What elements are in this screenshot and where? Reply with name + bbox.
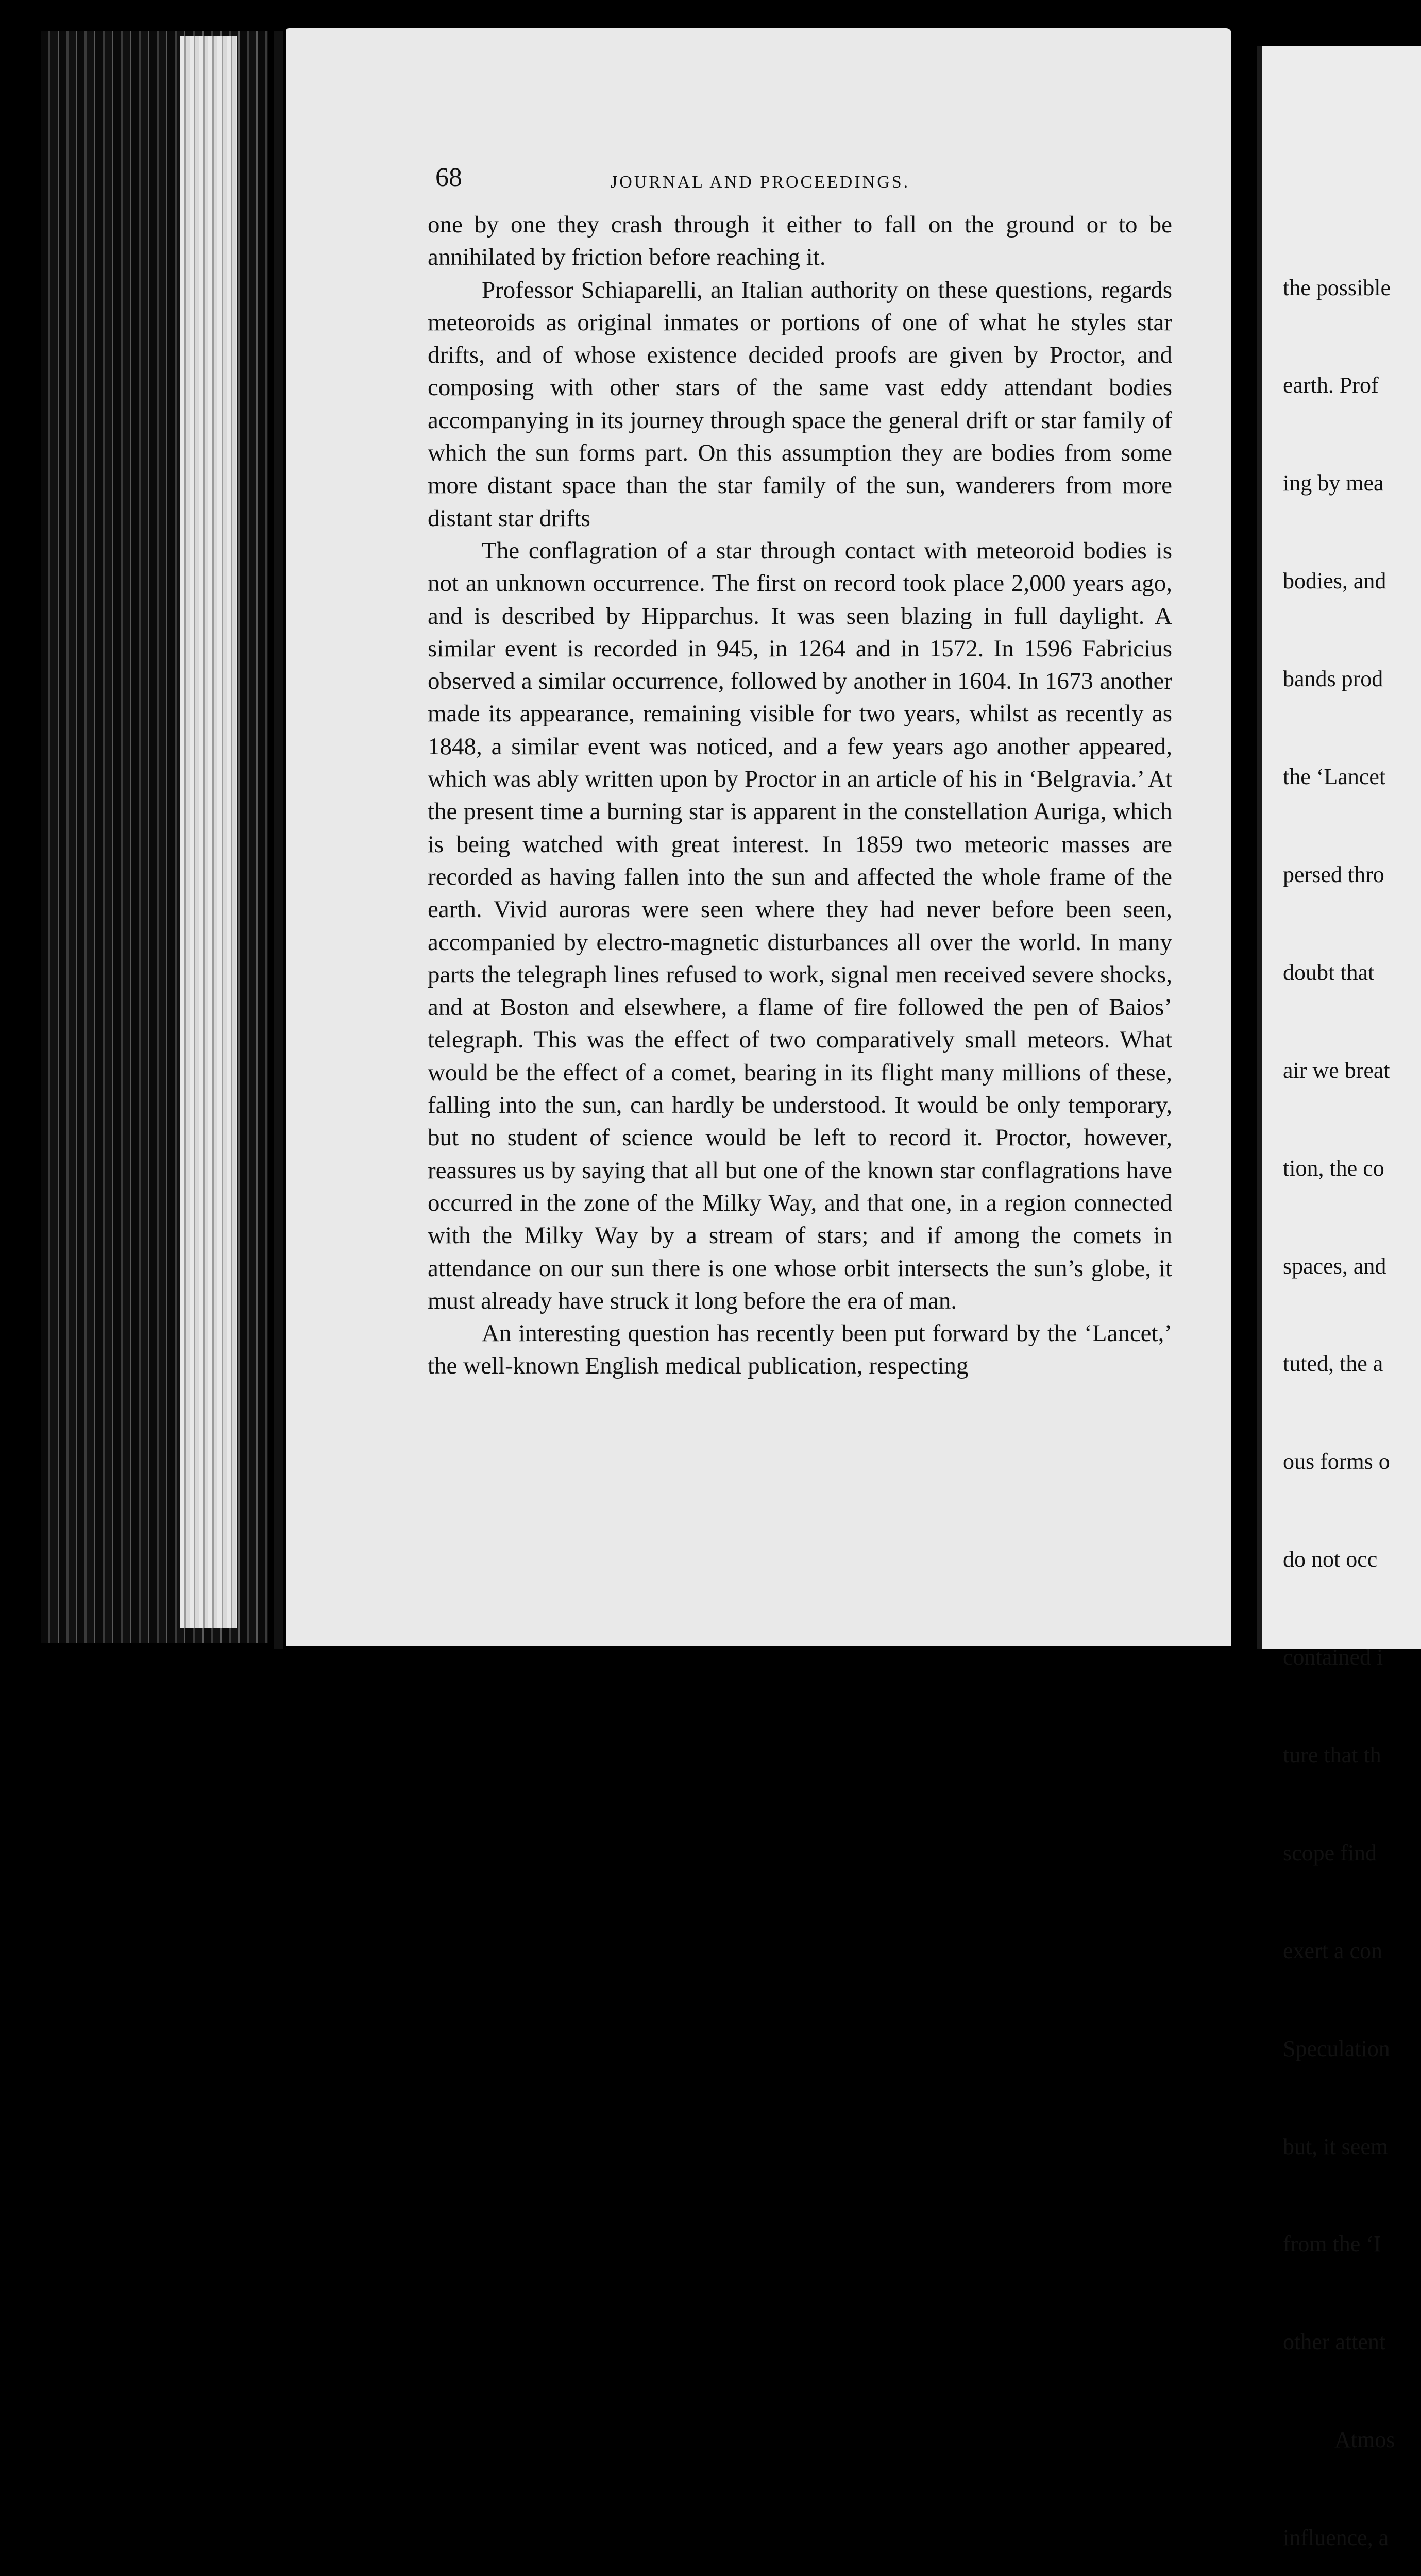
facing-line: bodies, and [1283,568,1386,594]
page-edge-highlight [180,36,237,1628]
facing-line: the ‘Lancet [1283,764,1386,790]
facing-line: earth. Prof [1283,372,1379,398]
paragraph-continued: one by one they crash through it either to fall on the ground or to be annihilated by friction before reaching it. [428,211,1172,271]
facing-line: spaces, and [1283,1253,1386,1279]
facing-line: ing by mea [1283,470,1384,496]
running-head: JOURNAL AND PROCEEDINGS. [611,173,910,192]
body-text [428,209,1172,1383]
facing-line: doubt that [1283,959,1375,985]
stacked-page-edges [41,31,268,1643]
facing-line: influence, a [1283,2525,1389,2551]
paragraph-lancet: An interesting question has recently been put forward by the ‘Lancet,’ the well-known English medical publication, respecting [428,1320,1172,1380]
facing-page [1257,46,1421,2551]
page-header [435,152,1152,209]
paragraph-schiaparelli: Professor Schiaparelli, an Italian authority on these questions, regards meteoroids as original inmates or portions of one of what he styles star drifts, and of whose existence decided proofs are given by Proctor, and composing with other stars of the same vast eddy attendant bodies accompanying in its journey through space the general drift or star family of which the sun forms part. On this assumption they are bodies from some more distant space than the star family of the sun, wanderers from more distant star drifts [428,276,1172,532]
facing-line: the possible [1283,275,1391,300]
facing-line: exert a con [1283,1938,1382,1963]
facing-line: persed thro [1283,861,1384,887]
main-page [286,28,1231,1646]
facing-line: from the ‘I [1283,2231,1381,2257]
facing-line: but, it seem [1283,2133,1389,2159]
facing-line: air we breat [1283,1057,1390,1083]
facing-line: Speculation [1283,2036,1390,2061]
facing-line: tuted, the a [1283,1351,1383,1377]
facing-line: ture that th [1283,1742,1381,1768]
facing-line: other attent [1283,2329,1386,2355]
facing-line: scope find [1283,1840,1377,1866]
page-number: 68 [435,163,462,192]
facing-line: tion, the co [1283,1155,1384,1181]
facing-line: contained i [1283,1645,1383,1670]
book-binding [274,31,283,1649]
facing-line: Atmos [1334,2427,1395,2453]
paragraph-conflagration: The conflagration of a star through contact with meteoroid bodies is not an unknown occurrence. The first on record took place 2,000 years ago, and is described by Hipparchus. It was seen blazing in full daylight. A similar event is recorded in 945, in 1264 and in 1572. In 1596 Fabricius observed a similar occurrence, followed by another in 1604. In 1673 another made its appearance, remaining visible for two years, whilst as recently as 1848, a similar event was noticed, and a few years ago another appeared, which was ably written upon by Proctor in an article of his in ‘Belgravia.’ At the present time a burning star is apparent in the constellation Auriga, which is being watched with great interest. In 1859 two meteoric masses are recorded as having fallen into the sun and affected the whole frame of the earth. Vivid auroras were seen where they had never before been seen, accompanied by electro-magnetic disturbances all over the world. In many parts the telegraph lines refused to work, signal men received severe shocks, and at Boston and elsewhere, a flame of fire followed the pen of Baios’ telegraph. This was the effect of two comparatively small meteors. What would be the effect of a comet, bearing in its flight many millions of these, falling into the sun, can hardly be understood. It would be only temporary, but no student of science would be left to record it. Proctor, however, reassures us by saying that all but one of the known star conflagrations have occurred in the zone of the Milky Way, and that one, in a region connected with the Milky Way by a stream of stars; and if among the comets in attendance on our sun there is one whose orbit intersects the sun’s globe, it must already have struck it long before the era of man. [428,537,1172,1314]
facing-line: bands prod [1283,666,1383,692]
facing-line: do not occ [1283,1547,1378,1572]
facing-page-text [1283,206,1402,2576]
facing-line: ous forms o [1283,1449,1390,1475]
